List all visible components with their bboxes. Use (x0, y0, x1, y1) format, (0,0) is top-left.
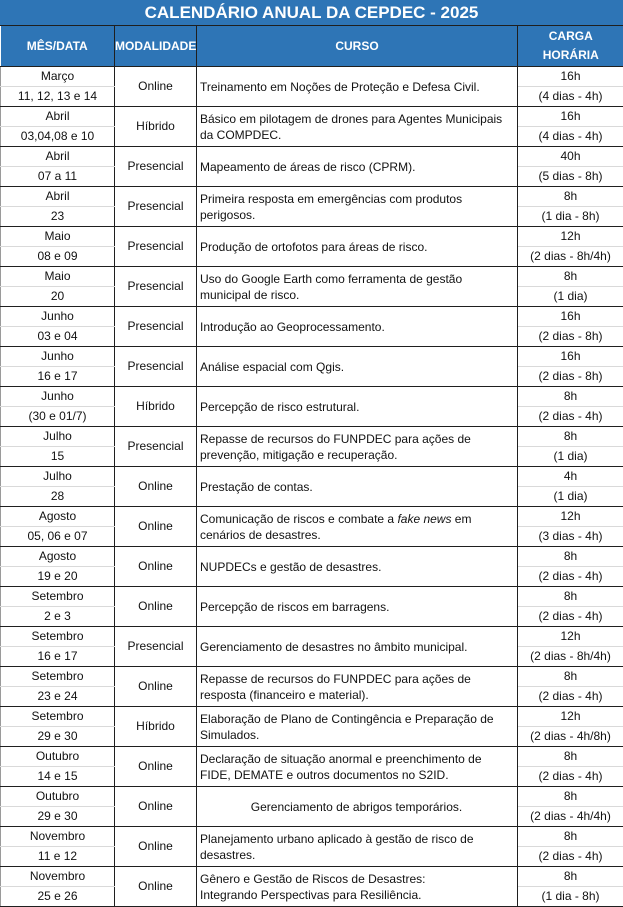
course-cell (197, 307, 518, 347)
month-cell: Outubro (1, 747, 115, 767)
modality-cell: Híbrido (115, 707, 197, 747)
modality-cell: Presencial (115, 347, 197, 387)
hours-cell: 8h (518, 267, 623, 287)
course-cell (197, 147, 518, 187)
course-cell (197, 587, 518, 627)
hours-cell: 16h (518, 307, 623, 327)
course-text: NUPDECs e gestão de desastres. (200, 559, 382, 574)
course-text: Elaboração de Plano de Contingência e Preparação de Simulados. (200, 711, 494, 742)
dates-cell: 11, 12, 13 e 14 (1, 87, 115, 107)
course-cell (197, 427, 518, 467)
modality-cell: Presencial (115, 227, 197, 267)
month-cell: Junho (1, 387, 115, 407)
modality-cell: Online (115, 827, 197, 867)
hours-cell: 40h (518, 147, 623, 167)
course-text: Declaração de situação anormal e preenchimento de FIDE, DEMATE e outros documentos no S2ID. (200, 751, 482, 782)
dates-cell: 2 e 3 (1, 607, 115, 627)
course-cell (197, 667, 518, 707)
dates-cell: 19 e 20 (1, 567, 115, 587)
course-row (1, 627, 623, 647)
hours-cell: 4h (518, 467, 623, 487)
modality-cell: Online (115, 547, 197, 587)
header-workload-line1: CARGA (548, 29, 593, 43)
course-text-line1: Gênero e Gestão de Riscos de Desastres: (200, 871, 426, 886)
course-cell (197, 827, 518, 867)
hours-detail-cell: (2 dias - 4h) (518, 407, 623, 427)
course-cell (197, 227, 518, 267)
course-cell (197, 627, 518, 667)
hours-cell: 16h (518, 347, 623, 367)
hours-detail-cell: (2 dias - 8h/4h) (518, 647, 623, 667)
hours-detail-cell: (1 dia) (518, 487, 623, 507)
dates-cell: 03 e 04 (1, 327, 115, 347)
course-calendar-table (0, 26, 623, 907)
dates-cell: 23 (1, 207, 115, 227)
hours-detail-cell: (3 dias - 4h) (518, 527, 623, 547)
course-row (1, 787, 623, 807)
header-workload (518, 26, 623, 67)
course-row (1, 547, 623, 567)
hours-detail-cell: (1 dia - 8h) (518, 207, 623, 227)
course-cell (197, 707, 518, 747)
hours-detail-cell: (4 dias - 4h) (518, 87, 623, 107)
course-row (1, 267, 623, 287)
hours-detail-cell: (1 dia) (518, 287, 623, 307)
course-row (1, 227, 623, 247)
course-cell (197, 107, 518, 147)
course-text: Uso do Google Earth como ferramenta de gestão municipal de risco. (200, 271, 463, 302)
hours-cell: 8h (518, 827, 623, 847)
course-text: Básico em pilotagem de drones para Agentes Municipais da COMPDEC. (200, 111, 503, 142)
hours-cell: 8h (518, 187, 623, 207)
header-date: MÊS/DATA (1, 26, 115, 67)
month-cell: Abril (1, 107, 115, 127)
dates-cell: 15 (1, 447, 115, 467)
hours-detail-cell: (2 dias - 4h) (518, 607, 623, 627)
header-row (1, 26, 623, 67)
hours-detail-cell: (2 dias - 4h) (518, 567, 623, 587)
course-text: Gerenciamento de abrigos temporários. (250, 799, 463, 814)
course-text: Treinamento em Noções de Proteção e Defesa Civil. (200, 79, 480, 94)
hours-cell: 12h (518, 627, 623, 647)
hours-detail-cell: (2 dias - 4h) (518, 767, 623, 787)
dates-cell: 29 e 30 (1, 807, 115, 827)
course-cell (197, 507, 518, 547)
course-row (1, 187, 623, 207)
hours-detail-cell: (2 dias - 8h) (518, 327, 623, 347)
course-row (1, 867, 623, 887)
calendar-title: CALENDÁRIO ANUAL DA CEPDEC - 2025 (0, 0, 623, 26)
course-row (1, 707, 623, 727)
course-cell (197, 67, 518, 107)
modality-cell: Online (115, 67, 197, 107)
hours-detail-cell: (2 dias - 4h/4h) (518, 807, 623, 827)
dates-cell: 05, 06 e 07 (1, 527, 115, 547)
month-cell: Julho (1, 427, 115, 447)
course-cell (197, 547, 518, 587)
course-row (1, 427, 623, 447)
course-cell (197, 267, 518, 307)
dates-cell: 29 e 30 (1, 727, 115, 747)
dates-cell: 14 e 15 (1, 767, 115, 787)
course-text: Primeira resposta em emergências com produtos perigosos. (200, 191, 463, 222)
hours-detail-cell: (2 dias - 4h) (518, 687, 623, 707)
month-cell: Abril (1, 187, 115, 207)
header-workload-line2: HORÁRIA (542, 48, 599, 62)
month-cell: Maio (1, 267, 115, 287)
hours-cell: 12h (518, 227, 623, 247)
modality-cell: Online (115, 467, 197, 507)
month-cell: Março (1, 67, 115, 87)
course-cell (197, 187, 518, 227)
hours-cell: 8h (518, 747, 623, 767)
month-cell: Junho (1, 347, 115, 367)
hours-cell: 8h (518, 667, 623, 687)
course-text: em cenários de desastres. (200, 511, 472, 542)
modality-cell: Presencial (115, 427, 197, 467)
course-text: Repasse de recursos do FUNPDEC para ações de prevenção, mitigação e recuperação. (200, 431, 471, 462)
course-text: Comunicação de riscos e combate a (200, 511, 398, 526)
course-text: Prestação de contas. (200, 479, 313, 494)
modality-cell: Online (115, 747, 197, 787)
header-course: CURSO (197, 26, 518, 67)
hours-cell: 16h (518, 67, 623, 87)
month-cell: Setembro (1, 707, 115, 727)
modality-cell: Online (115, 587, 197, 627)
dates-cell: 07 a 11 (1, 167, 115, 187)
month-cell: Outubro (1, 787, 115, 807)
course-row (1, 67, 623, 87)
hours-cell: 8h (518, 587, 623, 607)
course-row (1, 107, 623, 127)
month-cell: Setembro (1, 587, 115, 607)
hours-detail-cell: (2 dias - 4h) (518, 847, 623, 867)
month-cell: Abril (1, 147, 115, 167)
month-cell: Novembro (1, 867, 115, 887)
month-cell: Junho (1, 307, 115, 327)
modality-cell: Presencial (115, 307, 197, 347)
hours-detail-cell: (2 dias - 8h) (518, 367, 623, 387)
hours-cell: 8h (518, 867, 623, 887)
course-text: Percepção de riscos em barragens. (200, 599, 390, 614)
course-text: Planejamento urbano aplicado à gestão de risco de desastres. (200, 831, 474, 862)
dates-cell: 25 e 26 (1, 887, 115, 907)
modality-cell: Presencial (115, 147, 197, 187)
course-cell (197, 387, 518, 427)
hours-detail-cell: (2 dias - 8h/4h) (518, 247, 623, 267)
dates-cell: 16 e 17 (1, 647, 115, 667)
course-row (1, 147, 623, 167)
month-cell: Agosto (1, 547, 115, 567)
course-text: Introdução ao Geoprocessamento. (200, 319, 385, 334)
course-text-italic: fake news (397, 511, 452, 526)
dates-cell: 23 e 24 (1, 687, 115, 707)
dates-cell: 20 (1, 287, 115, 307)
hours-cell: 8h (518, 787, 623, 807)
month-cell: Novembro (1, 827, 115, 847)
modality-cell: Online (115, 507, 197, 547)
course-cell (197, 787, 518, 827)
course-row (1, 747, 623, 767)
course-cell (197, 747, 518, 787)
course-text-line2: Integrando Perspectivas para Resiliência. (200, 887, 422, 902)
dates-cell: 11 e 12 (1, 847, 115, 867)
modality-cell: Híbrido (115, 107, 197, 147)
hours-detail-cell: (5 dias - 8h) (518, 167, 623, 187)
hours-cell: 8h (518, 387, 623, 407)
month-cell: Setembro (1, 627, 115, 647)
hours-cell: 16h (518, 107, 623, 127)
hours-detail-cell: (2 dias - 4h/8h) (518, 727, 623, 747)
course-row (1, 347, 623, 367)
hours-detail-cell: (4 dias - 4h) (518, 127, 623, 147)
modality-cell: Online (115, 867, 197, 907)
header-modality: MODALIDADE (115, 26, 197, 67)
dates-cell: 16 e 17 (1, 367, 115, 387)
modality-cell: Presencial (115, 267, 197, 307)
course-row (1, 467, 623, 487)
course-text: Repasse de recursos do FUNPDEC para ações de resposta (financeiro e material). (200, 671, 471, 702)
course-row (1, 827, 623, 847)
course-row (1, 307, 623, 327)
month-cell: Agosto (1, 507, 115, 527)
hours-detail-cell: (1 dia - 8h) (518, 887, 623, 907)
month-cell: Maio (1, 227, 115, 247)
course-text: Gerenciamento de desastres no âmbito municipal. (200, 639, 468, 654)
modality-cell: Híbrido (115, 387, 197, 427)
hours-cell: 12h (518, 707, 623, 727)
modality-cell: Online (115, 667, 197, 707)
dates-cell: 28 (1, 487, 115, 507)
course-row (1, 667, 623, 687)
course-text: Mapeamento de áreas de risco (CPRM). (200, 159, 416, 174)
modality-cell: Online (115, 787, 197, 827)
modality-cell: Presencial (115, 187, 197, 227)
course-cell (197, 467, 518, 507)
hours-detail-cell: (1 dia) (518, 447, 623, 467)
dates-cell: (30 e 01/7) (1, 407, 115, 427)
course-cell (197, 347, 518, 387)
hours-cell: 8h (518, 427, 623, 447)
modality-cell: Presencial (115, 627, 197, 667)
course-text: Produção de ortofotos para áreas de risco. (200, 239, 428, 254)
course-row (1, 387, 623, 407)
dates-cell: 08 e 09 (1, 247, 115, 267)
hours-cell: 8h (518, 547, 623, 567)
month-cell: Julho (1, 467, 115, 487)
course-text: Percepção de risco estrutural. (200, 399, 360, 414)
hours-cell: 12h (518, 507, 623, 527)
course-cell (197, 867, 518, 907)
course-text: Análise espacial com Qgis. (200, 359, 345, 374)
course-row (1, 507, 623, 527)
course-row (1, 587, 623, 607)
dates-cell: 03,04,08 e 10 (1, 127, 115, 147)
month-cell: Setembro (1, 667, 115, 687)
